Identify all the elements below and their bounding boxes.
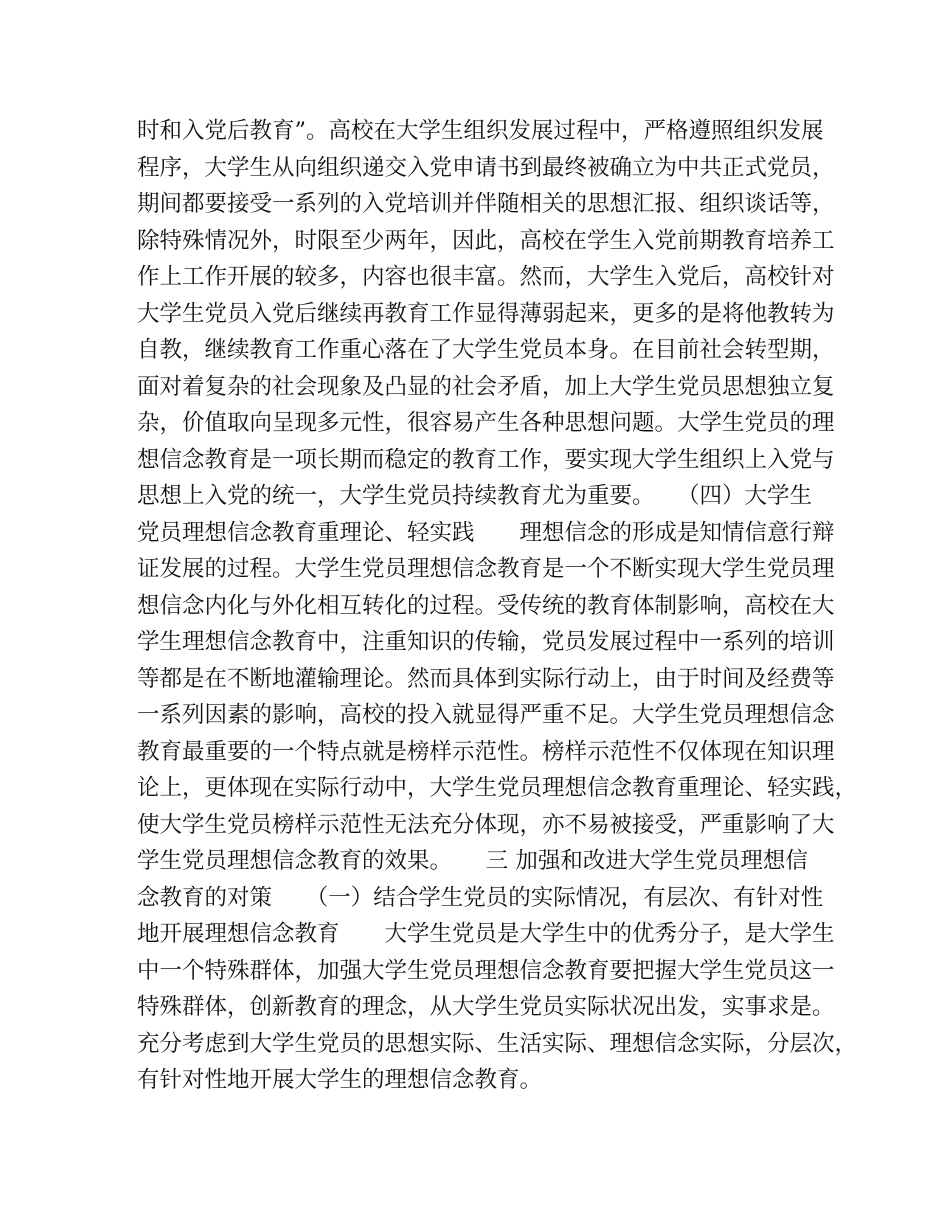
text-line-15: 学生理想信念教育中，注重知识的传输，党员发展过程中一系列的培训 — [137, 629, 835, 655]
text-line-20: 使大学生党员榜样示范性无法充分体现，亦不易被接受，严重影响了大 — [137, 811, 835, 838]
text-line-4: 除特殊情况外，时限至少两年，因此，高校在学生入党前期教育培养工 — [137, 227, 835, 254]
text-line-19: 论上，更体现在实际行动中，大学生党员理想信念教育重理论、轻实践， — [137, 775, 858, 801]
text-line-24: 中一个特殊群体，加强大学生党员理想信念教育要把握大学生党员这一 — [137, 957, 835, 984]
text-line-23: 地开展理想信念教育 大学生党员是大学生中的优秀分子，是大学生 — [137, 921, 835, 947]
text-line-18: 教育最重要的一个特点就是榜样示范性。榜样示范性不仅体现在知识理 — [137, 738, 835, 765]
text-line-8: 面对着复杂的社会现象及凸显的社会矛盾，加上大学生党员思想独立复 — [137, 373, 835, 400]
text-line-21: 学生党员理想信念教育的效果。 三 加强和改进大学生党员理想信 — [137, 848, 808, 874]
text-line-17: 一系列因素的影响，高校的投入就显得严重不足。大学生党员理想信念 — [137, 702, 835, 728]
text-line-27: 有针对性地开展大学生的理想信念教育。 — [137, 1067, 543, 1093]
text-line-7: 自教，继续教育工作重心落在了大学生党员本身。在目前社会转型期， — [137, 337, 835, 363]
text-line-14: 想信念内化与外化相互转化的过程。受传统的教育体制影响，高校在大 — [137, 592, 835, 619]
text-line-1: 时和入党后教育”。高校在大学生组织发展过程中，严格遵照组织发展 — [137, 118, 824, 144]
text-line-11: 思想上入党的统一，大学生党员持续教育尤为重要。 （四）大学生 — [137, 483, 813, 509]
text-line-10: 想信念教育是一项长期而稳定的教育工作，要实现大学生组织上入党与 — [137, 446, 835, 473]
text-line-2: 程序，大学生从向组织递交入党申请书到最终被确立为中共正式党员， — [137, 154, 835, 181]
text-line-5: 作上工作开展的较多，内容也很丰富。然而，大学生入党后，高校针对 — [137, 264, 835, 290]
text-line-25: 特殊群体，创新教育的理念，从大学生党员实际状况出发，实事求是。 — [137, 994, 835, 1020]
body-text — [137, 113, 858, 1099]
text-line-12: 党员理想信念教育重理论、轻实践 理想信念的形成是知情信意行辩 — [137, 519, 835, 546]
text-line-9: 杂，价值取向呈现多元性，很容易产生各种思想问题。大学生党员的理 — [137, 410, 835, 436]
text-line-22: 念教育的对策 （一）结合学生党员的实际情况，有层次、有针对性 — [137, 884, 824, 911]
text-line-6: 大学生党员入党后继续再教育工作显得薄弱起来，更多的是将他教转为 — [137, 300, 835, 327]
text-line-26: 充分考虑到大学生党员的思想实际、生活实际、理想信念实际，分层次， — [137, 1030, 858, 1057]
text-line-13: 证发展的过程。大学生党员理想信念教育是一个不断实现大学生党员理 — [137, 556, 835, 582]
text-line-3: 期间都要接受一系列的入党培训并伴随相关的思想汇报、组织谈话等， — [137, 191, 835, 217]
text-line-16: 等都是在不断地灌输理论。然而具体到实际行动上，由于时间及经费等 — [137, 665, 835, 692]
